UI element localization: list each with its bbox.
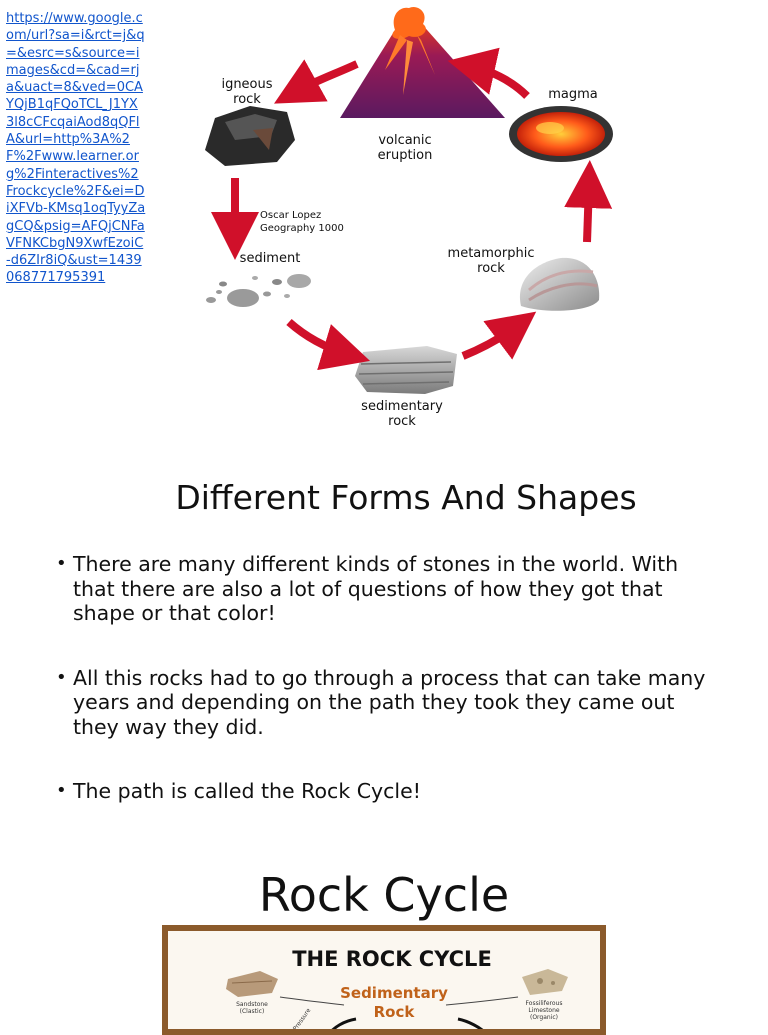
sediment-label: sediment: [239, 251, 301, 266]
section-title: Different Forms And Shapes: [175, 478, 637, 517]
volcanic-label-1: volcanic: [378, 133, 432, 148]
limestone-caption-2: Limestone: [528, 1007, 560, 1014]
arrow-volcano-to-igneous: [295, 64, 357, 92]
sandstone-icon: [226, 971, 278, 997]
bullet-item: • The path is called the Rock Cycle!: [56, 779, 716, 804]
igneous-label-1: igneous: [221, 77, 273, 92]
limestone-icon: [522, 969, 568, 995]
sedimentary-rock-icon: [355, 346, 457, 394]
rock-cycle-diagram: [195, 0, 615, 440]
sedimentary-label-2: rock: [388, 414, 416, 429]
igneous-rock-icon: [205, 106, 295, 166]
arrow-metamorphic-to-magma: [587, 184, 589, 242]
limestone-caption-1: Fossiliferous: [525, 1000, 563, 1007]
metamorphic-label-2: rock: [477, 261, 505, 276]
volcano-icon: [340, 7, 505, 118]
igneous-label-2: rock: [233, 92, 261, 107]
poster-arrow-bottom-left: [328, 1019, 356, 1035]
image-source-link[interactable]: https://www.google.com/url?sa=i&rct=j&q=&esrc=s&source=images&cd=&cad=rja&uact=8&ved=0CAYQjB1qFQoTCL_J1YX3l8cCFcqaiAod8qQFlA&url=http%3A%2F%2Fwww.learner.org%2Finteractives%2Frockcycle%2F&ei=DiXFVb-KMsq1oqTyyZagCQ&psig=AFQjCNFaVFNKCbgN9XwfEzoiC-d6ZIr8iQ&ust=1439068771795391: [6, 11, 146, 286]
poster-arrow-bottom-right: [458, 1019, 488, 1035]
poster-arrow-right: [446, 997, 518, 1005]
bullet-list: [56, 552, 716, 804]
poster-center-label-2: Rock: [373, 1003, 415, 1021]
sedimentary-label-1: sedimentary: [361, 399, 443, 414]
poster-center-label-1: Sedimentary: [340, 984, 448, 1002]
arrow-sedimentary-to-metamorphic: [463, 326, 517, 356]
metamorphic-rock-icon: [520, 258, 599, 311]
poster-title: THE ROCK CYCLE: [292, 947, 492, 971]
poster-pressure-label: Pressure: [291, 1007, 313, 1033]
sandstone-caption-1: Sandstone: [236, 1001, 268, 1008]
poster-art: [168, 931, 600, 1035]
magma-icon: [509, 106, 613, 162]
arrow-sediment-to-sedimentary: [289, 322, 347, 354]
bullet-item: • There are many different kinds of stones in the world. With that there are also a lot of questions of how they got that shape or that color!: [56, 552, 716, 626]
bullet-item: • All this rocks had to go through a process that can take many years and depending on the path they took they came out they way they did.: [56, 666, 716, 740]
rock-cycle-title: Rock Cycle: [258, 868, 510, 922]
sediment-icon: [206, 274, 311, 307]
poster-arrow-left: [280, 997, 344, 1005]
limestone-caption-3: (Organic): [529, 1014, 559, 1021]
sandstone-caption-2: (Clastic): [239, 1008, 265, 1015]
volcanic-label-2: eruption: [377, 148, 433, 163]
credit-line-2: Geography 1000: [260, 223, 344, 234]
credit-line-1: Oscar Lopez: [260, 210, 322, 221]
rock-cycle-poster: [162, 925, 606, 1035]
magma-label: magma: [548, 87, 598, 102]
metamorphic-label-1: metamorphic: [447, 246, 535, 261]
